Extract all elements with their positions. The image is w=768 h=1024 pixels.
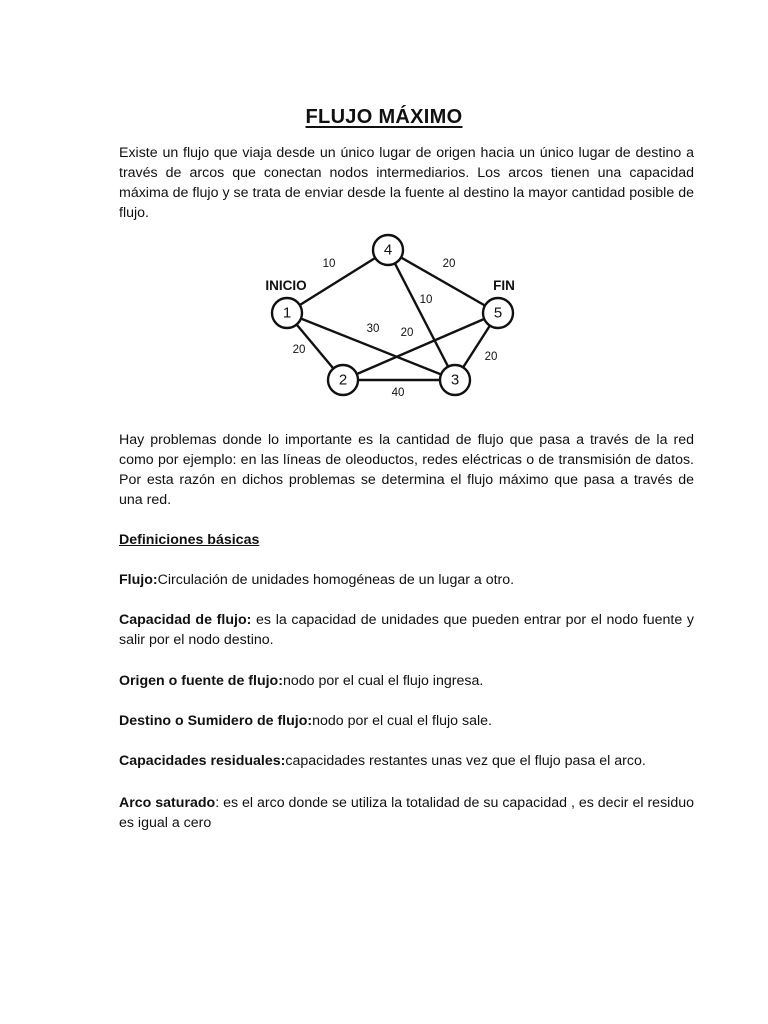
intro-paragraph: Existe un flujo que viaja desde un único lugar de origen hacia un único lugar de destino a través de arcos que conectan nodos intermediarios. Los arcos tienen una capacidad máxima de flujo y se trata de enviar desde la fuente al destino la mayor cantidad posible de flujo.	[119, 145, 694, 221]
edge-label-1-2: 20	[292, 344, 306, 356]
definition-term: Destino o Sumidero de flujo:	[119, 713, 313, 729]
definition-term: Capacidad de flujo:	[119, 612, 252, 628]
edge-label-1-3: 30	[366, 323, 380, 335]
definition-term: Capacidades residuales:	[119, 753, 286, 769]
edge-label-2-3: 40	[391, 387, 405, 399]
definition-text: nodo por el cual el flujo ingresa.	[282, 673, 484, 689]
definition-arco-saturado	[119, 793, 694, 833]
definition-residuales	[119, 751, 694, 771]
start-label: INICIO	[265, 278, 307, 293]
definition-text: capacidades restantes unas vez que el flujo pasa el arco.	[285, 753, 646, 769]
node-1	[272, 298, 302, 328]
node-2	[328, 365, 358, 395]
edge-label-1-4: 10	[322, 258, 336, 270]
node-5	[483, 298, 513, 328]
definition-term: Flujo:	[119, 572, 158, 588]
edge-label-4-5: 20	[442, 258, 456, 270]
definitions-heading: Definiciones básicas	[119, 532, 260, 548]
edge-label-4-3: 10	[419, 294, 433, 306]
edge-label-5-3: 20	[484, 351, 498, 363]
edge-label-2-5: 20	[400, 327, 414, 339]
second-paragraph: Hay problemas donde lo importante es la cantidad de flujo que pasa a través de la red como por ejemplo: en las líneas de oleoductos, redes eléctricas o de transmisión de datos. Por esta razón en dichos problemas se determina el flujo máximo que pasa a través de una red.	[119, 432, 694, 508]
definition-text: es la capacidad de unidades que pueden entrar por el nodo fuente y salir por el nodo destino.	[119, 612, 695, 648]
node-label-5: 5	[493, 304, 503, 322]
definition-term: Origen o fuente de flujo:	[119, 673, 283, 689]
definition-text: : es el arco donde se utiliza la totalidad de su capacidad , es decir el residuo es igual a cero	[119, 795, 694, 831]
definition-flujo	[119, 570, 694, 590]
node-label-4: 4	[383, 241, 393, 259]
network-diagram	[250, 225, 540, 410]
definition-origen	[119, 671, 694, 691]
definition-term: Arco saturado	[119, 795, 216, 811]
page-title: FLUJO MÁXIMO	[305, 106, 463, 129]
node-label-1: 1	[282, 304, 292, 322]
end-label: FIN	[493, 278, 515, 293]
definition-text: Circulación de unidades homogéneas de un lugar a otro.	[157, 572, 515, 588]
definition-text: nodo por el cual el flujo sale.	[312, 713, 492, 729]
node-4	[373, 235, 403, 265]
definition-destino	[119, 711, 694, 731]
node-3	[440, 365, 470, 395]
node-label-2: 2	[338, 371, 348, 389]
node-label-3: 3	[450, 371, 460, 389]
definition-capacidad	[119, 610, 694, 650]
